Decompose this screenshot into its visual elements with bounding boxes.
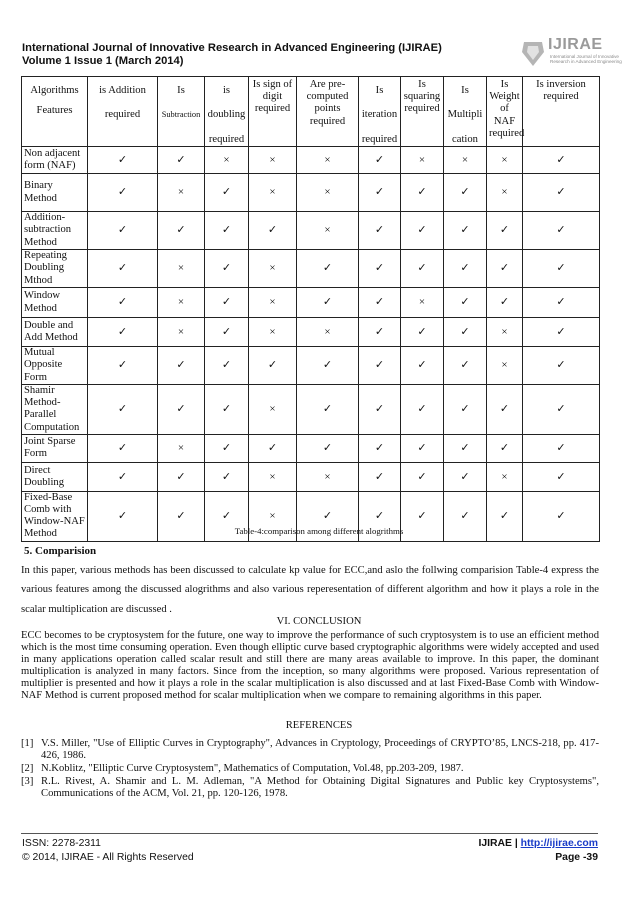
header-squaring-l3: required (404, 103, 440, 115)
logo-emblem-icon (520, 38, 546, 68)
check-mark-icon: ✓ (205, 212, 249, 250)
row-algorithm-name: Addition-subtraction Method (22, 212, 88, 250)
header-algorithms-features (22, 77, 88, 147)
row-algorithm-name: Joint Sparse Form (22, 434, 88, 462)
check-mark-icon: ✓ (401, 462, 444, 491)
table-row (22, 318, 600, 347)
reference-text: R.L. Rivest, A. Shamir and L. M. Adleman, "A Method for Obtaining Digital Signatures and Public key Cryptosystems", Communications of the ACM, Vol. 21, pp. 120-126, 1978. (41, 776, 599, 800)
cross-mark-icon: × (487, 147, 523, 174)
reference-text: V.S. Miller, "Use of Elliptic Curves in Cryptography", Advances in Cryptology, Proceedings of CRYPTO’85, LNCS-218, pp. 417-426, 1986. (41, 738, 599, 762)
header-weight (487, 77, 523, 147)
table-row (22, 212, 600, 250)
cross-mark-icon: × (487, 462, 523, 491)
check-mark-icon: ✓ (523, 174, 600, 212)
logo-subtitle: International Journal of Innovative Research in Advanced Engineering (550, 54, 622, 64)
footer-copyright: © 2014, IJIRAE - All Rights Reserved (22, 852, 194, 863)
section-5-paragraph: In this paper, various methods has been discussed to calculate kp value for ECC,and aslo the follwing comparision Table-4 express the various features among the discussed alogrithms and also various reperesentation of different algorithm and how it plays a role in the scalar multiplication are discussed . (21, 565, 599, 615)
header-addition (88, 77, 158, 147)
header-sign (249, 77, 297, 147)
check-mark-icon: ✓ (297, 288, 359, 318)
check-mark-icon: ✓ (444, 385, 487, 435)
check-mark-icon: ✓ (523, 147, 600, 174)
row-algorithm-name: Double and Add Method (22, 318, 88, 347)
check-mark-icon: ✓ (297, 385, 359, 435)
header-doubling-l2: doubling (207, 109, 246, 121)
header-iteration-l2: iteration (361, 109, 398, 121)
check-mark-icon: ✓ (401, 318, 444, 347)
header-sign-l1: Is sign of (252, 79, 293, 90)
check-mark-icon: ✓ (444, 491, 487, 541)
header-weight-l3: of NAF (493, 103, 516, 127)
row-algorithm-name: Binary Method (22, 174, 88, 212)
reference-number: [3] (21, 776, 34, 788)
check-mark-icon: ✓ (401, 174, 444, 212)
check-mark-icon: ✓ (359, 347, 401, 385)
check-mark-icon: ✓ (523, 212, 600, 250)
check-mark-icon: ✓ (359, 288, 401, 318)
references-list (21, 738, 599, 801)
check-mark-icon: ✓ (158, 212, 205, 250)
check-mark-icon: ✓ (205, 174, 249, 212)
check-mark-icon: ✓ (359, 462, 401, 491)
row-algorithm-name: Non adjacent form (NAF) (22, 147, 88, 174)
header-iteration-l3: required (361, 133, 398, 145)
reference-text: N.Koblitz, "Elliptic Curve Cryptosystem", Mathematics of Computation, Vol.48, pp.203-209, 1987. (41, 763, 464, 775)
header-multiplication-l3: cation (452, 133, 478, 145)
check-mark-icon: ✓ (158, 347, 205, 385)
footer-journal (478, 838, 598, 849)
cross-mark-icon: × (249, 288, 297, 318)
row-algorithm-name: Repeating Doubling Mthod (22, 250, 88, 288)
table-row (22, 462, 600, 491)
check-mark-icon: ✓ (401, 491, 444, 541)
header-precomputed-l4: required (309, 115, 346, 127)
check-mark-icon: ✓ (444, 434, 487, 462)
footer-divider (21, 833, 598, 834)
check-mark-icon: ✓ (158, 491, 205, 541)
check-mark-icon: ✓ (88, 174, 158, 212)
check-mark-icon: ✓ (444, 250, 487, 288)
check-mark-icon: ✓ (297, 491, 359, 541)
header-squaring-l1: Is (418, 79, 426, 90)
check-mark-icon: ✓ (88, 462, 158, 491)
header-weight-l2: Weight (489, 91, 520, 103)
table-row (22, 250, 600, 288)
check-mark-icon: ✓ (359, 434, 401, 462)
check-mark-icon: ✓ (444, 174, 487, 212)
cross-mark-icon: × (205, 147, 249, 174)
reference-number: [2] (21, 763, 34, 775)
check-mark-icon: ✓ (523, 288, 600, 318)
header-sign-l3: required (254, 103, 291, 115)
cross-mark-icon: × (297, 174, 359, 212)
check-mark-icon: ✓ (487, 491, 523, 541)
header-squaring-l2: squaring (403, 91, 441, 103)
row-algorithm-name: Mutual Opposite Form (22, 347, 88, 385)
journal-title: International Journal of Innovative Research in Advanced Engineering (IJIRAE) (22, 42, 442, 54)
reference-item (21, 763, 599, 775)
conclusion-paragraph: ECC becomes to be cryptosystem for the future, one way to improve the performance of such cryptosystem is to use an efficient method which is the most time consuming operation. Even though elliptic curve based cryptographic algorithms were widely accepted and used in many applications operation called scalar result and still there are many areas available to improve. In this paper, the dominant multiplication is analyzed in many factors. Since from the inception, so many algorithms were proposed. Various representation of multiplier is presented and how it plays a role in the scalar multiplication is also discussed and at last Fixed-Base Comb with Window-NAF Method is current proposed method for scalar multiplication when we compare to remaining algorithms in this paper. (21, 630, 599, 702)
check-mark-icon: ✓ (88, 147, 158, 174)
cross-mark-icon: × (297, 212, 359, 250)
cross-mark-icon: × (249, 385, 297, 435)
cross-mark-icon: × (249, 147, 297, 174)
header-subtraction-l1: Is (177, 85, 185, 96)
cross-mark-icon: × (249, 462, 297, 491)
check-mark-icon: ✓ (359, 250, 401, 288)
check-mark-icon: ✓ (523, 434, 600, 462)
header-subtraction (158, 77, 205, 147)
check-mark-icon: ✓ (205, 434, 249, 462)
check-mark-icon: ✓ (444, 462, 487, 491)
check-mark-icon: ✓ (205, 250, 249, 288)
reference-item (21, 776, 599, 800)
check-mark-icon: ✓ (88, 434, 158, 462)
check-mark-icon: ✓ (444, 318, 487, 347)
check-mark-icon: ✓ (444, 212, 487, 250)
row-algorithm-name: Window Method (22, 288, 88, 318)
check-mark-icon: ✓ (88, 318, 158, 347)
cross-mark-icon: × (158, 250, 205, 288)
check-mark-icon: ✓ (359, 491, 401, 541)
check-mark-icon: ✓ (158, 385, 205, 435)
check-mark-icon: ✓ (444, 288, 487, 318)
header-doubling (205, 77, 249, 147)
check-mark-icon: ✓ (88, 288, 158, 318)
check-mark-icon: ✓ (205, 462, 249, 491)
header-addition-l1: is Addition (99, 85, 146, 96)
table-header-row (22, 77, 600, 147)
cross-mark-icon: × (158, 318, 205, 347)
check-mark-icon: ✓ (297, 347, 359, 385)
check-mark-icon: ✓ (359, 385, 401, 435)
footer-issn: ISSN: 2278-2311 (22, 838, 101, 849)
check-mark-icon: ✓ (401, 347, 444, 385)
cross-mark-icon: × (297, 147, 359, 174)
header-precomputed-l2: computed (306, 91, 349, 103)
header-inversion (523, 77, 600, 147)
references-heading: REFERENCES (285, 720, 353, 731)
check-mark-icon: ✓ (249, 212, 297, 250)
header-iteration-l1: Is (375, 85, 384, 96)
footer-journal-name: IJIRAE | (478, 838, 518, 849)
header-inversion-l1: Is inversion (536, 79, 586, 90)
check-mark-icon: ✓ (523, 318, 600, 347)
check-mark-icon: ✓ (523, 250, 600, 288)
check-mark-icon: ✓ (487, 250, 523, 288)
cross-mark-icon: × (249, 491, 297, 541)
header-algorithms: Algorithms (30, 85, 79, 96)
header-weight-l1: Is (500, 79, 509, 90)
check-mark-icon: ✓ (401, 212, 444, 250)
check-mark-icon: ✓ (158, 462, 205, 491)
header-addition-l2: required (104, 109, 141, 121)
header-multiplication-l1: Is (461, 85, 469, 96)
check-mark-icon: ✓ (523, 462, 600, 491)
header-precomputed (297, 77, 359, 147)
check-mark-icon: ✓ (487, 434, 523, 462)
cross-mark-icon: × (487, 318, 523, 347)
row-algorithm-name: Shamir Method-Parallel Computation (22, 385, 88, 435)
cross-mark-icon: × (401, 288, 444, 318)
check-mark-icon: ✓ (205, 385, 249, 435)
check-mark-icon: ✓ (523, 347, 600, 385)
check-mark-icon: ✓ (523, 491, 600, 541)
check-mark-icon: ✓ (487, 212, 523, 250)
header-multiplication (444, 77, 487, 147)
cross-mark-icon: × (487, 174, 523, 212)
row-algorithm-name: Fixed-Base Comb with Window-NAF Method (22, 491, 88, 541)
row-algorithm-name: Direct Doubling (22, 462, 88, 491)
check-mark-icon: ✓ (249, 347, 297, 385)
table-row (22, 385, 600, 435)
reference-number: [1] (21, 738, 34, 749)
check-mark-icon: ✓ (88, 491, 158, 541)
check-mark-icon: ✓ (205, 347, 249, 385)
cross-mark-icon: × (249, 250, 297, 288)
check-mark-icon: ✓ (297, 434, 359, 462)
cross-mark-icon: × (158, 434, 205, 462)
check-mark-icon: ✓ (487, 288, 523, 318)
check-mark-icon: ✓ (401, 434, 444, 462)
header-iteration (359, 77, 401, 147)
journal-logo (520, 34, 620, 74)
table-row (22, 174, 600, 212)
check-mark-icon: ✓ (249, 434, 297, 462)
check-mark-icon: ✓ (88, 250, 158, 288)
journal-volume: Volume 1 Issue 1 (March 2014) (22, 55, 184, 67)
check-mark-icon: ✓ (523, 385, 600, 435)
header-doubling-l3: required (208, 133, 245, 145)
check-mark-icon: ✓ (88, 385, 158, 435)
table-row (22, 288, 600, 318)
cross-mark-icon: × (444, 147, 487, 174)
check-mark-icon: ✓ (88, 347, 158, 385)
header-inversion-l2: required (543, 91, 579, 103)
cross-mark-icon: × (297, 462, 359, 491)
check-mark-icon: ✓ (205, 491, 249, 541)
header-features: Features (36, 105, 73, 117)
check-mark-icon: ✓ (205, 288, 249, 318)
check-mark-icon: ✓ (205, 318, 249, 347)
header-precomputed-l3: points (314, 103, 341, 115)
check-mark-icon: ✓ (359, 212, 401, 250)
header-sign-l2: digit (262, 91, 283, 103)
check-mark-icon: ✓ (444, 347, 487, 385)
table-caption: Table-4:comparison among different alogrithms (234, 526, 404, 536)
reference-item (21, 738, 599, 762)
cross-mark-icon: × (297, 318, 359, 347)
logo-text: IJIRAE (548, 36, 603, 53)
check-mark-icon: ✓ (401, 250, 444, 288)
check-mark-icon: ✓ (359, 174, 401, 212)
check-mark-icon: ✓ (297, 250, 359, 288)
check-mark-icon: ✓ (158, 147, 205, 174)
table-row (22, 434, 600, 462)
check-mark-icon: ✓ (487, 385, 523, 435)
check-mark-icon: ✓ (359, 147, 401, 174)
check-mark-icon: ✓ (359, 318, 401, 347)
section-5-heading: 5. Comparision (24, 545, 97, 557)
cross-mark-icon: × (249, 174, 297, 212)
cross-mark-icon: × (401, 147, 444, 174)
table-row (22, 147, 600, 174)
check-mark-icon: ✓ (88, 212, 158, 250)
cross-mark-icon: × (249, 318, 297, 347)
header-doubling-l1: is (222, 85, 231, 96)
comparison-table (21, 76, 600, 542)
footer-website-link[interactable]: http://ijirae.com (520, 838, 598, 849)
check-mark-icon: ✓ (401, 385, 444, 435)
conclusion-heading: VI. CONCLUSION (276, 616, 362, 627)
header-subtraction-l2: Subtraction (161, 110, 201, 120)
header-multiplication-l2: Multipli (447, 109, 483, 121)
header-precomputed-l1: Are pre- (309, 79, 346, 90)
header-squaring (401, 77, 444, 147)
cross-mark-icon: × (487, 347, 523, 385)
footer-page-number: Page -39 (555, 852, 598, 863)
header-weight-l4: required (489, 127, 525, 139)
table-row (22, 347, 600, 385)
cross-mark-icon: × (158, 288, 205, 318)
cross-mark-icon: × (158, 174, 205, 212)
